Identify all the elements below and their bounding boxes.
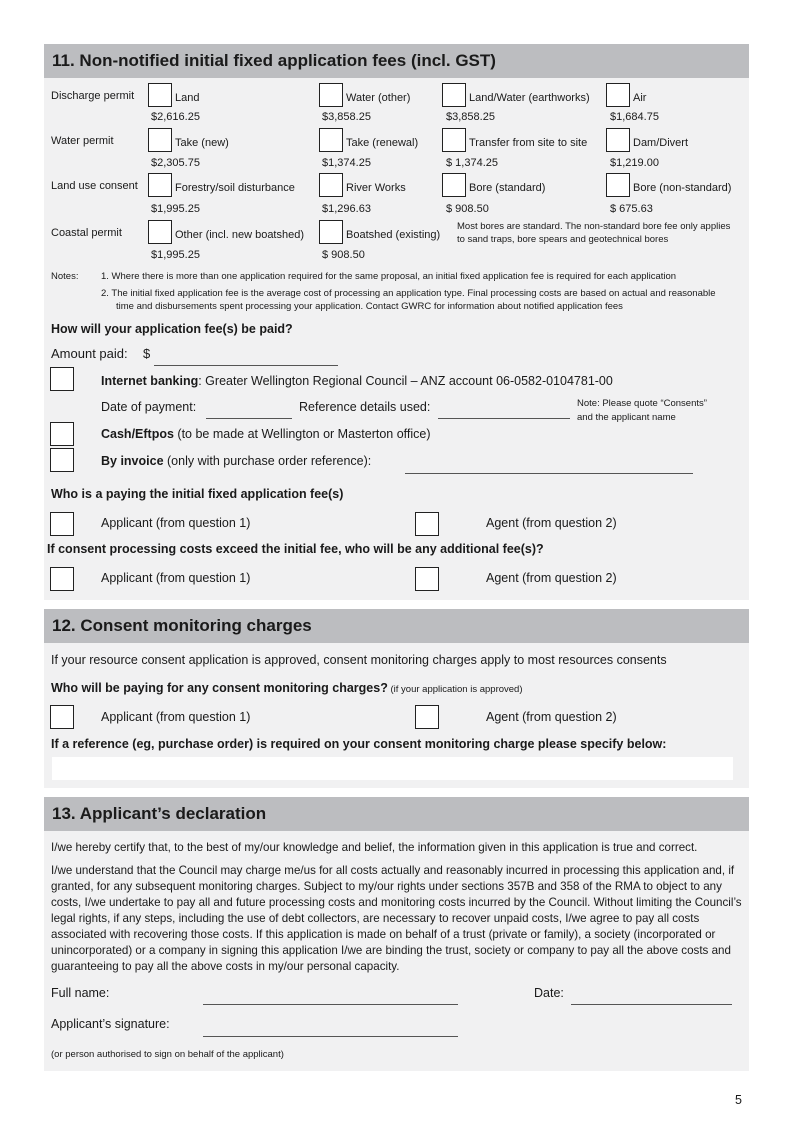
purchase-order-input[interactable] [405, 473, 693, 474]
by-invoice-details: (only with purchase order reference): [163, 454, 372, 468]
additional-fees-heading: If consent processing costs exceed the initial fee, who will be any additional fee(s)? [47, 542, 544, 556]
note-1: 1. Where there is more than one application required for the same proposal, an initial fixed application fee is required for each application [101, 271, 677, 282]
option-take-renewal-label: Take (renewal) [346, 137, 419, 149]
monitoring-agent-label: Agent (from question 2) [486, 710, 617, 724]
option-water-other-fee: $3,858.25 [322, 111, 371, 123]
checkbox-additional-applicant[interactable] [50, 567, 74, 591]
amount-dollar-sign: $ [143, 346, 151, 361]
section-12-title: 12. Consent monitoring charges [52, 616, 312, 635]
cash-eftpos-text [101, 427, 431, 441]
amount-paid-label: Amount paid: [51, 346, 128, 361]
checkbox-forestry[interactable] [148, 173, 172, 197]
monitoring-applicant-label: Applicant (from question 1) [101, 710, 251, 724]
fee-agent-label: Agent (from question 2) [486, 516, 617, 530]
internet-banking-details: : Greater Wellington Regional Council – ANZ account 06-0582-0104781-00 [198, 374, 613, 388]
who-paying-heading: Who is a paying the initial fixed application fee(s) [51, 487, 344, 501]
signature-input[interactable] [203, 1036, 458, 1037]
notes-label: Notes: [51, 271, 79, 282]
section-13-header [44, 797, 749, 831]
monitoring-who-paying [51, 681, 523, 695]
option-river-works-label: River Works [346, 182, 406, 194]
note-2-line2: time and disbursements spent processing your application. Contact GWRC for information about notified application fees [116, 301, 623, 312]
section-11-header [44, 44, 749, 78]
monitoring-intro: If your resource consent application is approved, consent monitoring charges apply to most resources consents [51, 653, 667, 667]
additional-agent-label: Agent (from question 2) [486, 571, 617, 585]
option-forestry-fee: $1,995.25 [151, 203, 200, 215]
checkbox-fee-agent[interactable] [415, 512, 439, 536]
option-transfer-fee: $ 1,374.25 [446, 157, 498, 169]
checkbox-water-other[interactable] [319, 83, 343, 107]
amount-paid-input[interactable] [154, 365, 338, 366]
monitoring-reference-heading: If a reference (eg, purchase order) is required on your consent monitoring charge please specify below: [51, 737, 667, 751]
option-bore-nonstandard-label: Bore (non-standard) [633, 182, 732, 194]
declaration-paragraph-2: I/we understand that the Council may charge me/us for all costs actually and reasonably incurred in processing this application and, if granted, for any subsequent monitoring charges. Subject to my/our rights under sections 357B and 358 of the RMA to object to any costs, I/we undertake to pay all and future processing costs and monitoring costs incurred by the Council. Without limiting the Council’s legal rights, if any steps, including the use of debt collectors, are necessary to recover unpaid costs, I/we agree to pay all costs associated with recovering those costs. If this application is made on behalf of a trust (private or family), a society (incorporated or unincorporated) or a company in signing this application I/we are binding the trust, society or company to pay all the above costs and guaranteeing to pay all the above costs in my/our personal capacity. [51, 864, 742, 973]
option-land-water-label: Land/Water (earthworks) [469, 92, 590, 104]
monitoring-who-bold: Who will be paying for any consent monitoring charges? [51, 681, 388, 695]
bore-note-line2: to sand traps, bore spears and geotechnical bores [457, 234, 669, 245]
checkbox-dam-divert[interactable] [606, 128, 630, 152]
monitoring-who-small: (if your application is approved) [387, 684, 523, 695]
checkbox-monitoring-agent[interactable] [415, 705, 439, 729]
bore-note-line1: Most bores are standard. The non-standard bore fee only applies [457, 221, 731, 232]
row-label-discharge: Discharge permit [51, 90, 135, 102]
checkbox-take-new[interactable] [148, 128, 172, 152]
checkbox-transfer[interactable] [442, 128, 466, 152]
full-name-input[interactable] [203, 1004, 458, 1005]
full-name-label: Full name: [51, 986, 110, 1000]
option-other-boatshed-fee: $1,995.25 [151, 249, 200, 261]
checkbox-internet-banking[interactable] [50, 367, 74, 391]
checkbox-land[interactable] [148, 83, 172, 107]
checkbox-river-works[interactable] [319, 173, 343, 197]
how-paid-heading: How will your application fee(s) be paid? [51, 322, 293, 336]
option-boatshed-existing-label: Boatshed (existing) [346, 229, 441, 241]
internet-banking-bold: Internet banking [101, 374, 199, 388]
reference-details-label: Reference details used: [299, 400, 431, 414]
checkbox-land-water[interactable] [442, 83, 466, 107]
option-water-other-label: Water (other) [346, 92, 411, 104]
additional-applicant-label: Applicant (from question 1) [101, 571, 251, 585]
section-11-title: 11. Non-notified initial fixed application fees (incl. GST) [52, 51, 496, 70]
date-label: Date: [534, 986, 564, 1000]
reference-details-input[interactable] [438, 418, 570, 419]
fee-applicant-label: Applicant (from question 1) [101, 516, 251, 530]
option-bore-standard-fee: $ 908.50 [446, 203, 489, 215]
date-of-payment-input[interactable] [206, 418, 292, 419]
checkbox-other-boatshed[interactable] [148, 220, 172, 244]
row-label-coastal: Coastal permit [51, 227, 122, 239]
checkbox-air[interactable] [606, 83, 630, 107]
checkbox-additional-agent[interactable] [415, 567, 439, 591]
checkbox-monitoring-applicant[interactable] [50, 705, 74, 729]
monitoring-reference-input[interactable] [52, 757, 733, 780]
checkbox-take-renewal[interactable] [319, 128, 343, 152]
by-invoice-text [101, 454, 371, 468]
cash-eftpos-bold: Cash/Eftpos [101, 427, 174, 441]
option-take-new-label: Take (new) [175, 137, 229, 149]
signature-label: Applicant’s signature: [51, 1017, 170, 1031]
checkbox-bore-standard[interactable] [442, 173, 466, 197]
option-land-label: Land [175, 92, 200, 104]
checkbox-fee-applicant[interactable] [50, 512, 74, 536]
checkbox-by-invoice[interactable] [50, 448, 74, 472]
option-air-fee: $1,684.75 [610, 111, 659, 123]
internet-banking-text [101, 374, 613, 388]
cash-eftpos-details: (to be made at Wellington or Masterton office) [173, 427, 431, 441]
option-take-new-fee: $2,305.75 [151, 157, 200, 169]
row-label-water: Water permit [51, 135, 114, 147]
checkbox-bore-nonstandard[interactable] [606, 173, 630, 197]
option-forestry-label: Forestry/soil disturbance [175, 182, 295, 194]
section-13-title: 13. Applicant’s declaration [52, 804, 267, 823]
option-take-renewal-fee: $1,374.25 [322, 157, 371, 169]
reference-note-line2: and the applicant name [577, 412, 676, 423]
option-bore-nonstandard-fee: $ 675.63 [610, 203, 653, 215]
option-bore-standard-label: Bore (standard) [469, 182, 546, 194]
option-air-label: Air [633, 92, 647, 104]
page-number: 5 [735, 1093, 742, 1107]
option-boatshed-existing-fee: $ 908.50 [322, 249, 365, 261]
date-input[interactable] [571, 1004, 732, 1005]
option-land-fee: $2,616.25 [151, 111, 200, 123]
note-2-line1: 2. The initial fixed application fee is the average cost of processing an application type. Final processing costs are based on actual and reasonable [101, 288, 716, 299]
reference-note-line1: Note: Please quote “Consents” [577, 398, 707, 409]
option-transfer-label: Transfer from site to site [469, 137, 588, 149]
option-other-boatshed-label: Other (incl. new boatshed) [175, 229, 305, 241]
section-12-header [44, 609, 749, 643]
checkbox-cash-eftpos[interactable] [50, 422, 74, 446]
declaration-paragraph-1: I/we hereby certify that, to the best of my/our knowledge and belief, the information given in this application is true and correct. [51, 841, 698, 854]
option-river-works-fee: $1,296.63 [322, 203, 371, 215]
option-dam-divert-label: Dam/Divert [633, 137, 689, 149]
option-dam-divert-fee: $1,219.00 [610, 157, 659, 169]
authorised-note: (or person authorised to sign on behalf of the applicant) [51, 1049, 284, 1060]
checkbox-boatshed-existing[interactable] [319, 220, 343, 244]
row-label-landuse: Land use consent [51, 180, 138, 192]
option-land-water-fee: $3,858.25 [446, 111, 495, 123]
by-invoice-bold: By invoice [101, 454, 164, 468]
date-of-payment-label: Date of payment: [101, 400, 197, 414]
